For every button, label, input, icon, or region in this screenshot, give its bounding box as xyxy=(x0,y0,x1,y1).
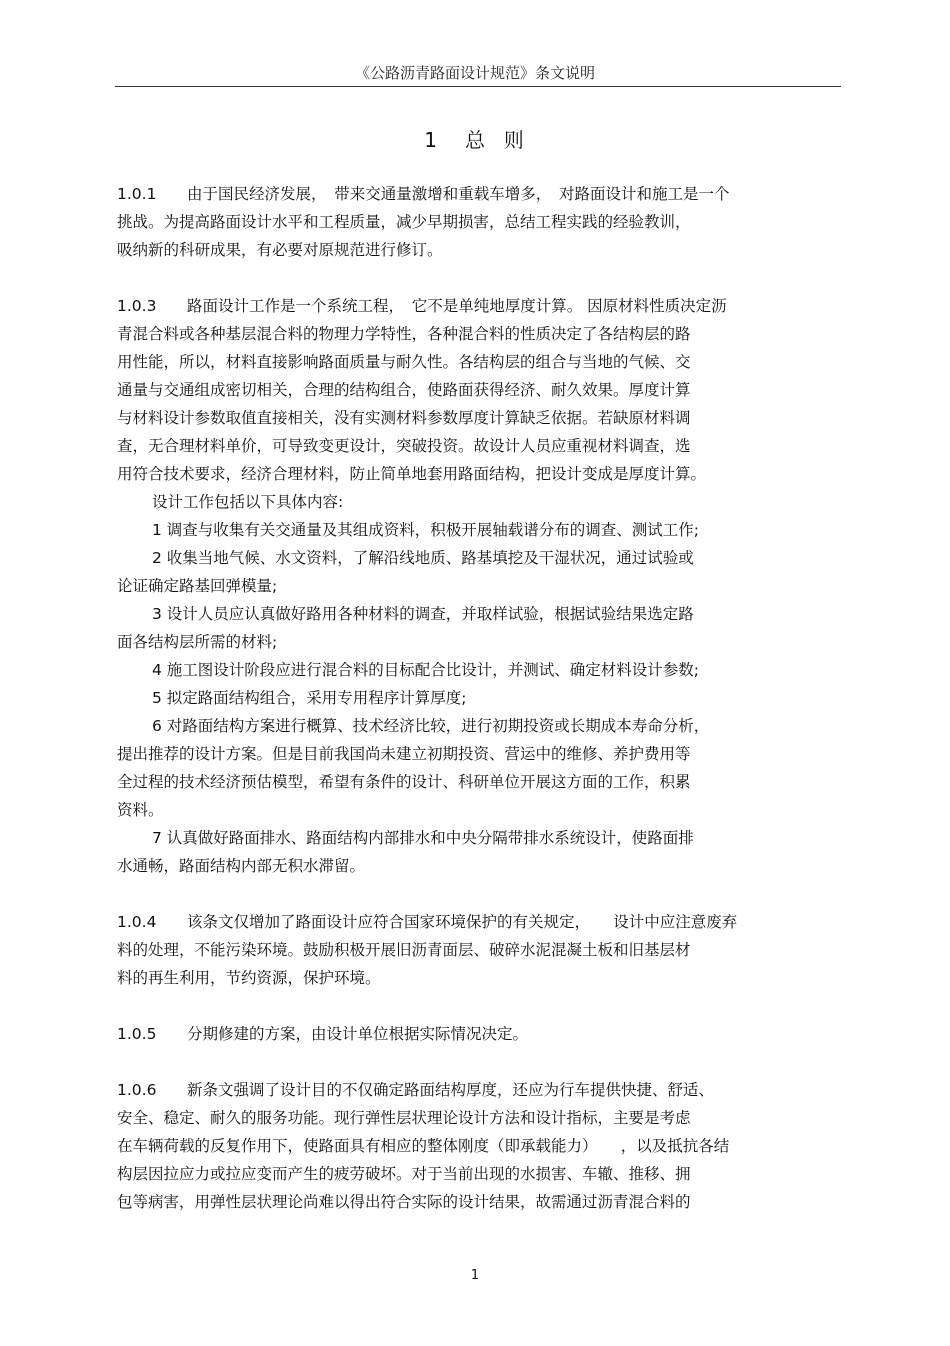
paragraph-line: 1.0.4 该条文仅增加了路面设计应符合国家环境保护的有关规定， 设计中应注意废弃 xyxy=(117,913,738,931)
clause-number: 1.0.1 xyxy=(117,185,157,203)
list-item-continuation: 水通畅，路面结构内部无积水滞留。 xyxy=(117,857,366,875)
list-item: 6 对路面结构方案进行概算、技术经济比较，进行初期投资或长期成本寿命分析， xyxy=(152,717,710,735)
clause-number: 1.0.4 xyxy=(117,913,157,931)
list-item: 5 拟定路面结构组合，采用专用程序计算厚度; xyxy=(152,689,467,707)
paragraph-line: 青混合料或各种基层混合料的物理力学特性，各种混合料的性质决定了各结构层的路 xyxy=(117,325,691,343)
list-item-continuation: 面各结构层所需的材料; xyxy=(117,633,278,651)
list-item: 4 施工图设计阶段应进行混合料的目标配合比设计，并测试、确定材料设计参数; xyxy=(152,661,700,679)
paragraph-line: 在车辆荷载的反复作用下，使路面具有相应的整体刚度（即承载能力） ，以及抵抗各结 xyxy=(117,1137,730,1155)
paragraph-line: 1.0.3 路面设计工作是一个系统工程， 它不是单纯地厚度计算。 因原材料性质决定沥 xyxy=(117,297,727,315)
paragraph-line: 安全、稳定、耐久的服务功能。现行弹性层状理论设计方法和设计指标，主要是考虑 xyxy=(117,1109,691,1127)
chapter-heading: 总 则 xyxy=(465,128,526,152)
list-item: 2 收集当地气候、水文资料，了解沿线地质、路基填挖及干湿状况，通过试验或 xyxy=(152,549,694,567)
chapter-number: 1 xyxy=(424,128,439,152)
paragraph-line: 挑战。为提高路面设计水平和工程质量，减少早期损害，总结工程实践的经验教训， xyxy=(117,213,691,231)
paragraph-line: 用符合技术要求，经济合理材料，防止简单地套用路面结构，把设计变成是厚度计算。 xyxy=(117,465,707,483)
paragraph-line: 构层因拉应力或拉应变而产生的疲劳破坏。对于当前出现的水损害、车辙、推移、拥 xyxy=(117,1165,691,1183)
paragraph-line: 用性能，所以，材料直接影响路面质量与耐久性。各结构层的组合与当地的气候、交 xyxy=(117,353,691,371)
paragraph-line: 料的再生利用，节约资源，保护环境。 xyxy=(117,969,381,987)
paragraph-line: 包等病害，用弹性层状理论尚难以得出符合实际的设计结果，故需通过沥青混合料的 xyxy=(117,1193,691,1211)
chapter-title xyxy=(0,124,950,153)
paragraph-line: 通量与交通组成密切相关，合理的结构组合，使路面获得经济、耐久效果。厚度计算 xyxy=(117,381,691,399)
paragraph-line: 1.0.6 新条文强调了设计目的不仅确定路面结构厚度，还应为行车提供快捷、舒适、 xyxy=(117,1081,715,1099)
paragraph-line: 吸纳新的科研成果，有必要对原规范进行修订。 xyxy=(117,241,443,259)
clause-number: 1.0.3 xyxy=(117,297,157,315)
page-number: 1 xyxy=(470,1268,480,1283)
clause-number: 1.0.5 xyxy=(117,1025,157,1043)
list-item-continuation: 全过程的技术经济预估模型，希望有条件的设计、科研单位开展这方面的工作，积累 xyxy=(117,773,691,791)
list-item: 1 调查与收集有关交通量及其组成资料，积极开展轴载谱分布的调查、测试工作; xyxy=(152,521,700,539)
paragraph-line: 1.0.1 由于国民经济发展， 带来交通量激增和重载车增多， 对路面设计和施工是一个 xyxy=(117,185,730,203)
list-item-continuation: 提出推荐的设计方案。但是目前我国尚未建立初期投资、营运中的维修、养护费用等 xyxy=(117,745,691,763)
paragraph-line: 1.0.5 分期修建的方案，由设计单位根据实际情况决定。 xyxy=(117,1025,529,1043)
list-item-continuation: 论证确定路基回弹模量; xyxy=(117,577,278,595)
paragraph-line: 与材料设计参数取值直接相关，没有实测材料参数厚度计算缺乏依据。若缺原材料调 xyxy=(117,409,691,427)
list-item: 3 设计人员应认真做好路用各种材料的调查，并取样试验，根据试验结果选定路 xyxy=(152,605,694,623)
paragraph-line: 设计工作包括以下具体内容: xyxy=(152,493,344,511)
clause-number: 1.0.6 xyxy=(117,1081,157,1099)
list-item: 7 认真做好路面排水、路面结构内部排水和中央分隔带排水系统设计，使路面排 xyxy=(152,829,694,847)
list-item-continuation: 资料。 xyxy=(117,801,164,819)
header-rule xyxy=(115,86,841,87)
paragraph-line: 料的处理，不能污染环境。鼓励积极开展旧沥青面层、破碎水泥混凝土板和旧基层材 xyxy=(117,941,691,959)
paragraph-line: 查，无合理材料单价，可导致变更设计，突破投资。故设计人员应重视材料调查，选 xyxy=(117,437,691,455)
running-header: 《公路沥青路面设计规范》条文说明 xyxy=(354,64,595,82)
